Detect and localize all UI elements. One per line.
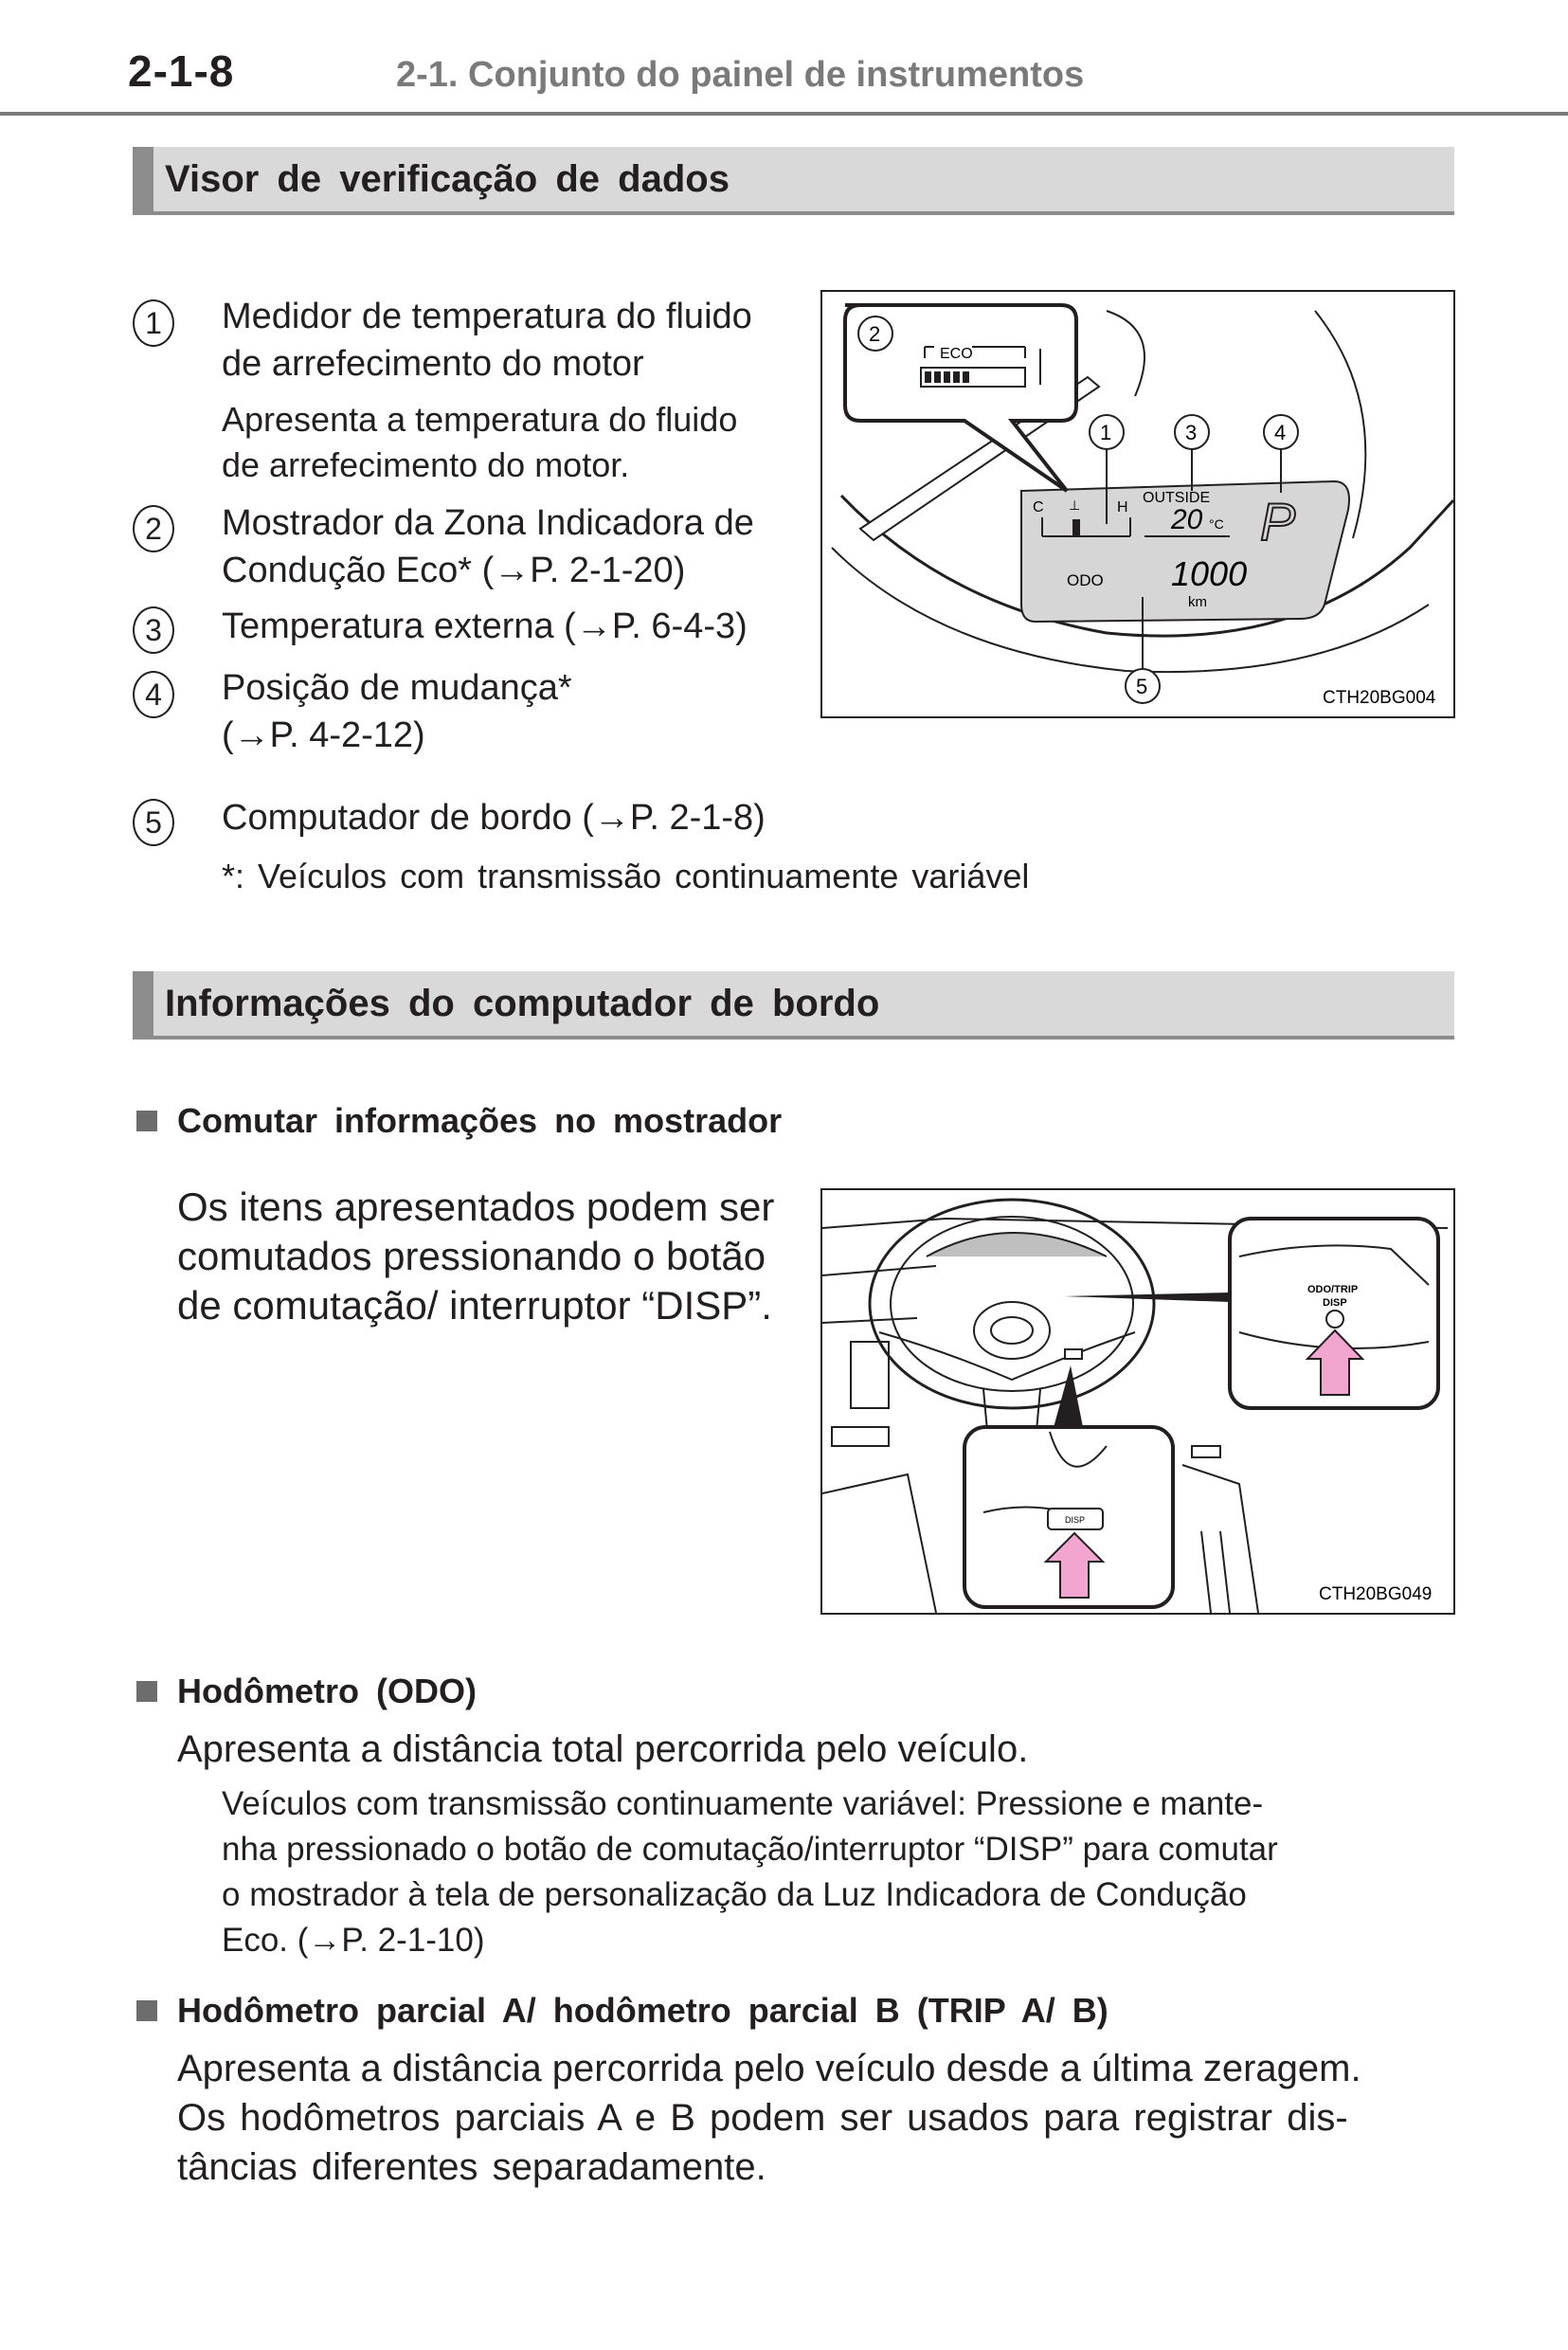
note-line: nha pressionado o botão de comutação/interruptor “DISP” para comutar <box>222 1831 1278 1868</box>
subheading-odometer: Hodômetro (ODO) <box>177 1672 477 1710</box>
list-item-outside-temp <box>222 603 748 650</box>
dashboard-illustration <box>822 1190 1453 1613</box>
gauge-h-label: H <box>1117 499 1128 515</box>
item-line: Condução Eco* (→P. 2-1-20) <box>222 551 686 590</box>
bullet-square <box>136 1681 157 1702</box>
note-line: de arrefecimento do motor. <box>222 445 630 484</box>
list-item-trip-computer <box>222 794 766 841</box>
item-line: Medidor de temperatura do fluido <box>222 297 752 336</box>
body-line: comutados pressionando o botão <box>177 1234 766 1278</box>
section-heading-data-display <box>133 147 1454 215</box>
body-line: Os itens apresentados podem ser <box>177 1184 775 1229</box>
body-line: de comutação/ interruptor “DISP”. <box>177 1283 772 1328</box>
item-line: Temperatura externa (→P. 6-4-3) <box>222 606 748 646</box>
callout-4: 4 <box>1274 421 1287 444</box>
callout-2: 2 <box>869 322 881 346</box>
item-line: (→P. 4-2-12) <box>222 715 425 755</box>
list-item-eco-zone <box>222 499 754 594</box>
item-number-1: 1 <box>133 299 174 347</box>
temp-value: 20 <box>1171 504 1203 535</box>
bullet-square <box>136 2000 157 2021</box>
section-title: Visor de verificação de dados <box>165 158 730 200</box>
list-item-coolant-gauge <box>222 293 752 388</box>
item-line: Mostrador da Zona Indicadora de <box>222 503 754 543</box>
figure-dashboard-disp <box>820 1188 1455 1615</box>
section-accent <box>133 147 153 211</box>
header-divider <box>0 112 1568 116</box>
note-line: Veículos com transmissão continuamente variável: Pressione e mante- <box>222 1785 1264 1822</box>
figure-cluster-display <box>820 290 1455 718</box>
chapter-title: 2-1. Conjunto do painel de instrumentos <box>396 55 1085 95</box>
item-number-2: 2 <box>133 505 174 552</box>
item-number-5: 5 <box>133 799 174 846</box>
note-line: Apresenta a temperatura do fluido <box>222 400 738 439</box>
bullet-square <box>136 1111 157 1131</box>
item-line: Posição de mudança* <box>222 668 572 708</box>
item-number-3: 3 <box>133 606 174 654</box>
temp-unit: °C <box>1209 516 1224 532</box>
body-line: tâncias diferentes separadamente. <box>177 2146 766 2188</box>
item-line: Computador de bordo (→P. 2-1-8) <box>222 798 766 838</box>
figure-code: CTH20BG004 <box>1323 688 1436 708</box>
odo-trip-label: ODO/TRIP <box>1307 1284 1359 1295</box>
odometer-text: Apresenta a distância total percorrida pelo veículo. <box>177 1728 1029 1770</box>
figure-code: CTH20BG049 <box>1319 1584 1433 1604</box>
odo-trip-button <box>1326 1311 1343 1328</box>
odo-value: 1000 <box>1171 554 1248 593</box>
outside-label: OUTSIDE <box>1143 490 1211 506</box>
section-title: Informações do computador de bordo <box>165 983 880 1024</box>
callout-3: 3 <box>1185 421 1198 444</box>
item-number-4: 4 <box>133 671 174 718</box>
section-heading-trip-computer <box>133 971 1454 1039</box>
disp-switch-label: DISP <box>1065 1515 1086 1525</box>
eco-label: ECO <box>940 346 973 362</box>
cluster-illustration <box>822 292 1453 716</box>
odo-label: ODO <box>1067 571 1104 589</box>
item-line: de arrefecimento do motor <box>222 344 644 384</box>
callout-5: 5 <box>1136 675 1148 698</box>
coolant-icon: ⊥ <box>1069 497 1081 513</box>
section-accent <box>133 971 153 1036</box>
body-line: Os hodômetros parciais A e B podem ser usados para registrar dis- <box>177 2097 1348 2139</box>
note-line: *: Veículos com transmissão continuamente variável <box>222 857 1030 895</box>
shift-position: P <box>1260 492 1296 551</box>
subheading-trip-meter: Hodômetro parcial A/ hodômetro parcial B (TRIP A/ B) <box>177 1991 1108 2030</box>
odo-unit: km <box>1188 594 1207 610</box>
switch-display-text <box>177 1183 774 1330</box>
item-footnote <box>222 854 1029 899</box>
subheading-switch-display: Comutar informações no mostrador <box>177 1101 783 1140</box>
page-number: 2-1-8 <box>128 46 235 96</box>
gauge-c-label: C <box>1033 499 1044 515</box>
list-item-shift-position <box>222 664 572 759</box>
trip-meter-text <box>177 2044 1442 2192</box>
body-line: Apresenta a distância percorrida pelo veículo desde a última zeragem. <box>177 2048 1361 2089</box>
callout-1: 1 <box>1100 421 1112 444</box>
item-note-coolant <box>222 397 737 488</box>
note-line: Eco. (→P. 2-1-10) <box>222 1922 485 1959</box>
odometer-note <box>222 1781 1420 1963</box>
disp-label: DISP <box>1323 1297 1347 1309</box>
note-line: o mostrador à tela de personalização da Luz Indicadora de Condução <box>222 1876 1247 1913</box>
